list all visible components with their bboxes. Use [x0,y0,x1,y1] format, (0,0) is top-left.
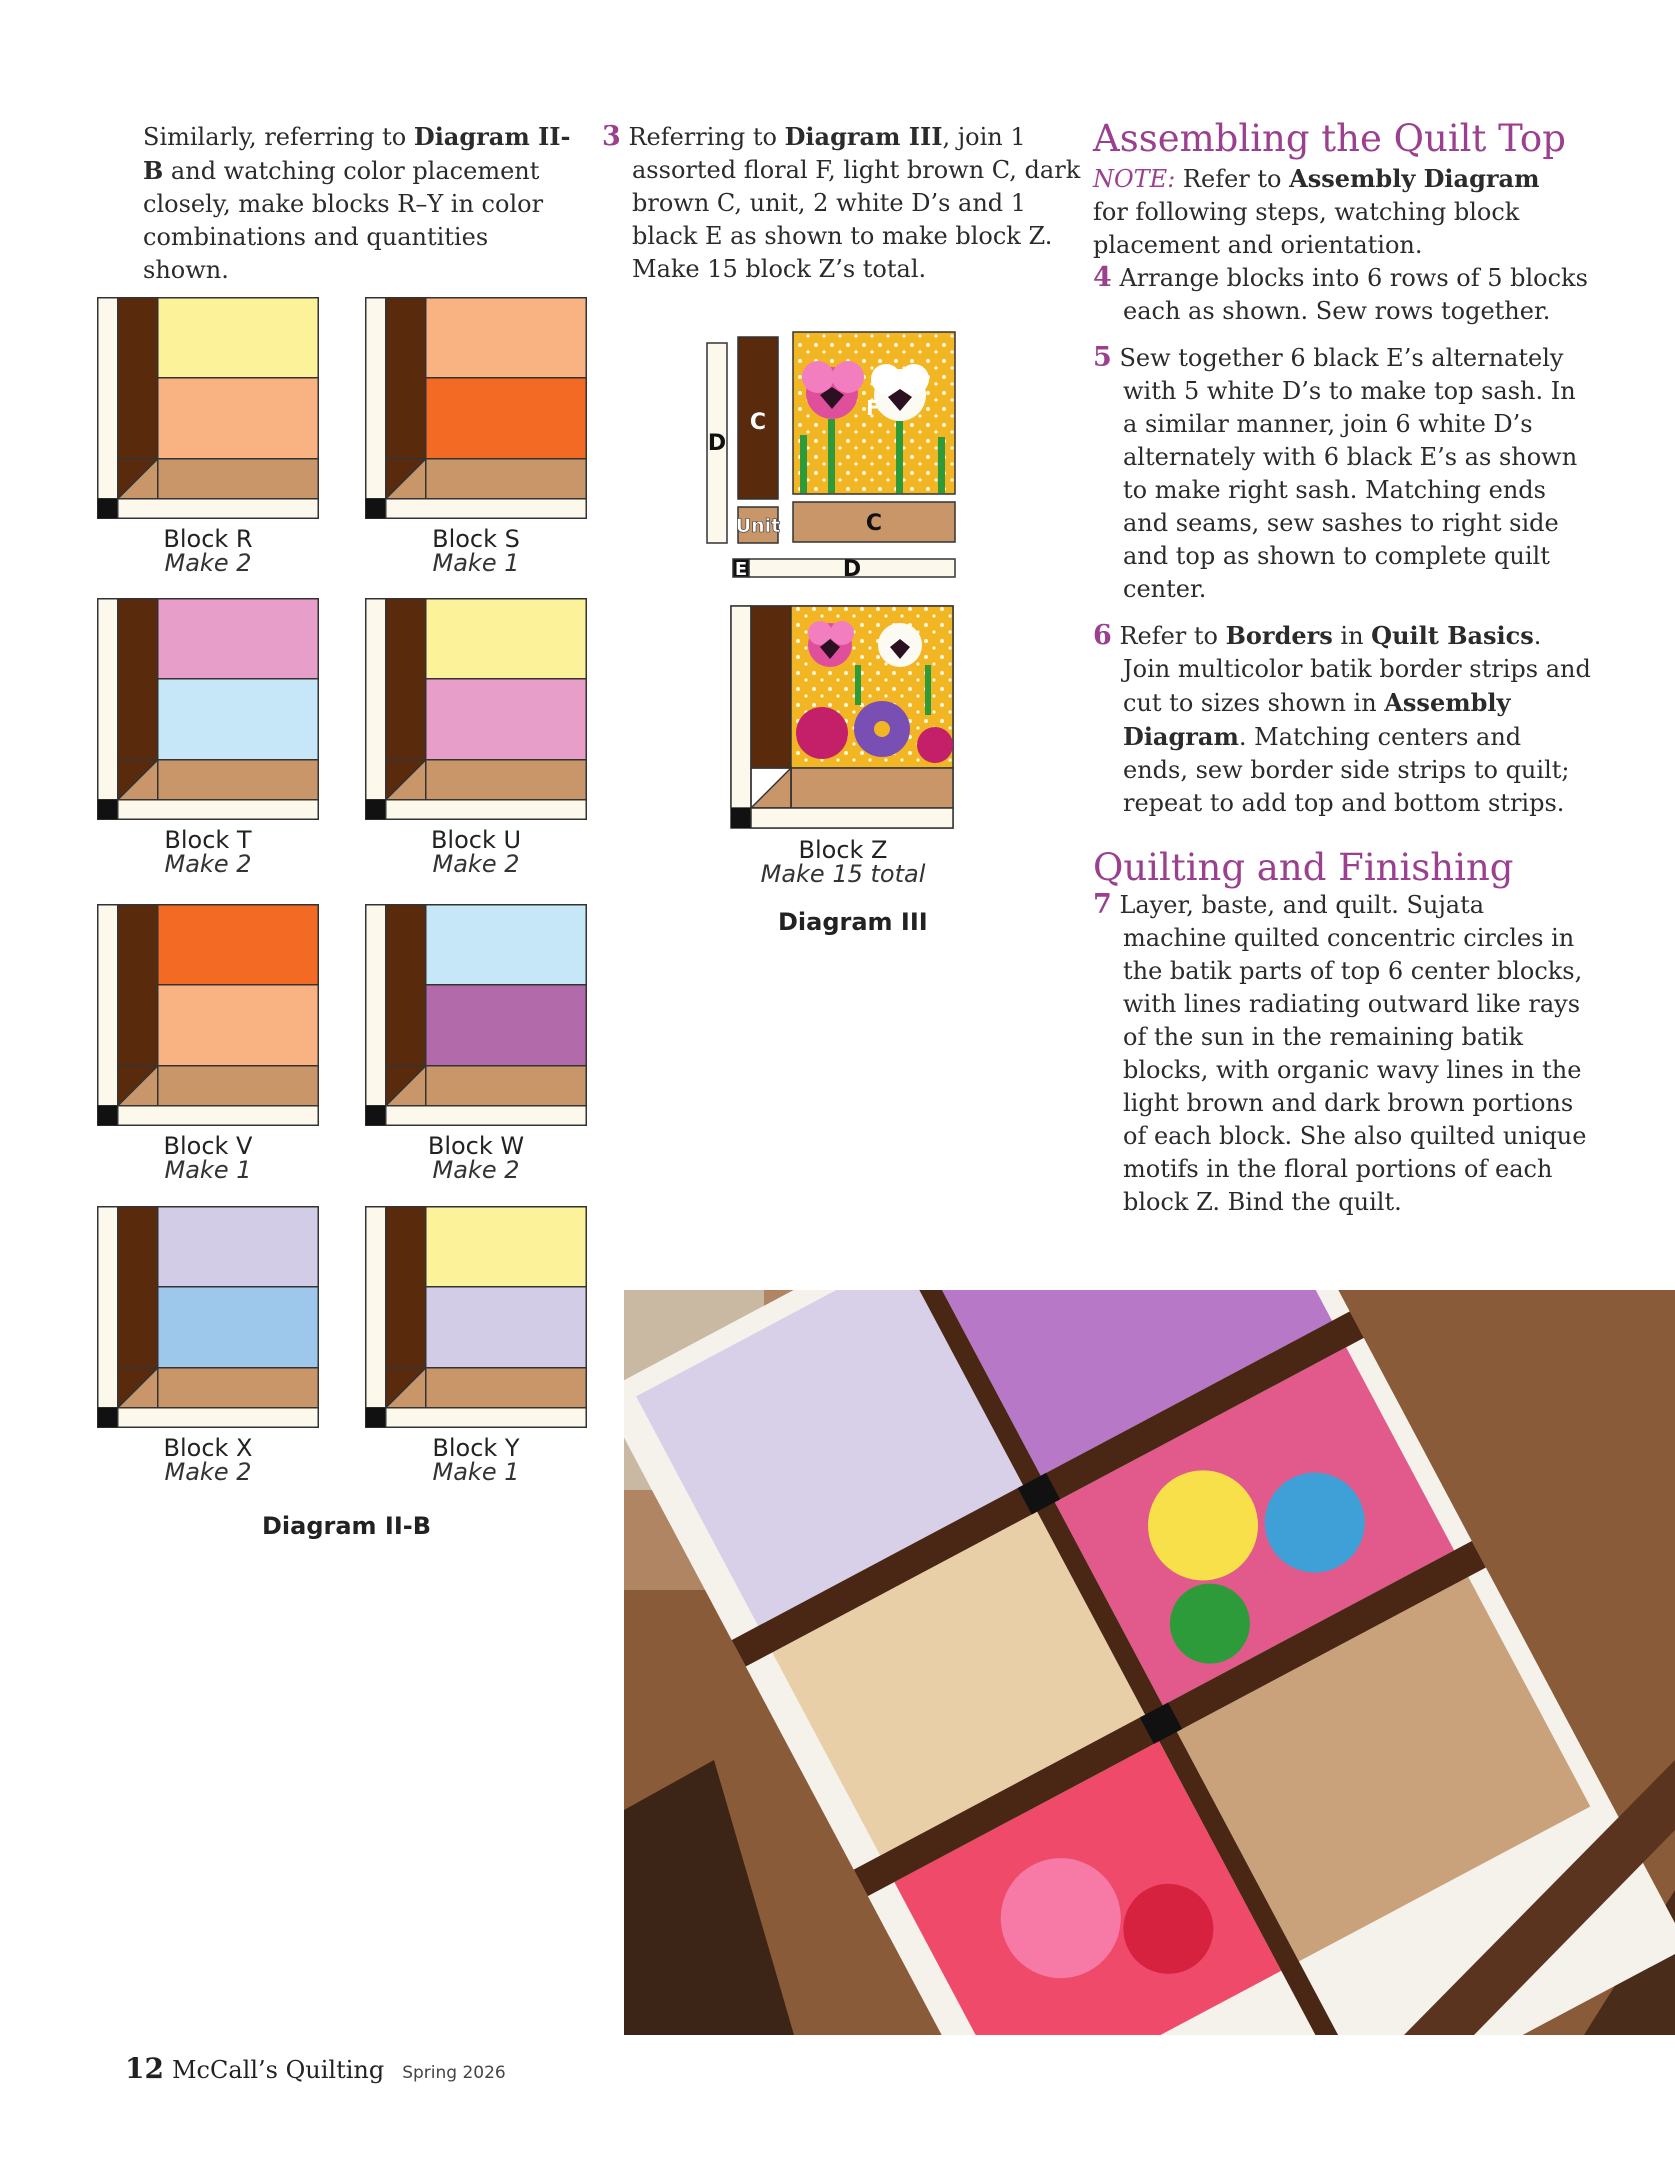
intro-text-2: and watching color placement closely, make blocks R–Y in color combinations and quantities shown. [143,157,544,284]
step-6-number: 6 [1093,620,1112,651]
quilt-block-2-graphic [365,297,587,519]
step-3 [602,120,1092,286]
quilt-block-1 [97,297,319,519]
quilt-block-6-graphic [365,904,587,1126]
step-7-text: Layer, baste, and quilt. Sujata machine quilted concentric circles in the batik parts of top 6 center blocks, with lines radiating outward like rays of the sun in the remaining batik blocks, with organic wavy lines in the light brown and dark brown portions of each block. She also quilted unique motifs in the floral portions of each block Z. Bind the quilt. [1119,891,1587,1216]
step-6-text-4: . Matching centers and ends, sew border side strips to quilt; repeat to add top and bottom strips. [1123,723,1570,817]
block-caption [97,828,319,876]
step-6-text-1: Refer to [1119,622,1226,650]
step-6-ref-basics: Quilt Basics [1371,621,1534,650]
step-4-text: Arrange blocks into 6 rows of 5 blocks each as shown. Sew rows together. [1119,264,1588,325]
block-make: Make 1 [432,1458,520,1486]
quilt-block-4 [365,598,587,820]
block-name: Block S [432,525,520,553]
block-name: Block Y [432,1434,520,1462]
block-caption [365,527,587,575]
quilt-block-7-graphic [97,1206,319,1428]
page-footer [125,2052,506,2085]
step-5-text: Sew together 6 black E’s alternately with 5 white D’s to make top sash. In a similar manner, join 6 white D’s alternately with 6 black E’s as shown to make right sash. Matching ends and seams, sew sashes to right side and top as shown to complete quilt center. [1119,344,1578,603]
block-caption [365,1134,587,1182]
diagram-2b-label: Diagram II-B [262,1512,432,1540]
step-6 [1093,619,1593,820]
quilt-block-2 [365,297,587,519]
note-text-1: Refer to [1175,165,1290,193]
issue-date: Spring 2026 [402,2063,506,2083]
step-4 [1093,261,1593,328]
step-3-text-1: Referring to [628,123,785,151]
intro-paragraph [143,120,573,287]
quilt-block-8-graphic [365,1206,587,1428]
step-3-text-2: , join 1 assorted floral F, light brown C, dark brown C, unit, 2 white D’s and 1 black E as shown to make block Z. Make 15 block Z’s total. [632,123,1081,283]
block-make: Make 2 [164,850,252,878]
step-6-text-2: in [1332,622,1372,650]
step-3-ref-diagram: Diagram III [784,122,943,151]
block-name: Block U [430,826,522,854]
step-7-number: 7 [1093,889,1112,920]
step-6-ref-assembly: Assembly Diagram [1123,688,1511,751]
block-z-name: Block Z [798,836,888,864]
block-caption [97,1436,319,1484]
note-text-2: for following steps, watching block placement and orientation. [1093,198,1520,259]
page-number: 12 [125,2052,164,2085]
block-make: Make 2 [432,850,520,878]
block-caption [97,1134,319,1182]
label-d-horizontal: D [842,557,862,582]
block-name: Block V [163,1132,253,1160]
quilt-block-1-graphic [97,297,319,519]
quilt-block-3 [97,598,319,820]
section-title-quilting: Quilting and Finishing [1093,846,1514,889]
label-d-vertical: D [707,431,727,456]
diagram-3-unit-assembly [700,325,960,585]
block-make: Make 2 [432,1156,520,1184]
step-6-ref-borders: Borders [1225,621,1333,650]
block-make: Make 2 [164,1458,252,1486]
block-name: Block X [163,1434,253,1462]
magazine-name: McCall’s Quilting [171,2056,385,2084]
block-caption [97,527,319,575]
step-6-text-3: . Join multicolor batik border strips and cut to sizes shown in [1123,622,1591,717]
block-caption [365,828,587,876]
quilt-photo [624,1290,1675,2035]
block-name: Block R [163,525,253,553]
step-5-number: 5 [1093,342,1112,373]
quilt-block-7 [97,1206,319,1428]
block-name: Block T [164,826,252,854]
quilt-block-5-graphic [97,904,319,1126]
quilt-block-4-graphic [365,598,587,820]
note-label: NOTE: [1093,165,1176,193]
step-5 [1093,341,1593,606]
diagram-3-label: Diagram III [778,908,928,936]
block-z-make: Make 15 total [760,860,926,888]
step-3-number: 3 [602,121,621,152]
assembly-note [1093,162,1563,262]
block-make: Make 2 [164,549,252,577]
intro-text-1: Similarly, referring to [143,123,414,151]
intro-ref-diagram: Diagram II-B [143,122,571,185]
note-ref-assembly: Assembly Diagram [1289,164,1540,193]
block-caption [365,1436,587,1484]
step-7 [1093,888,1593,1219]
block-z-caption [730,838,956,886]
label-e: E [734,559,748,580]
block-make: Make 1 [432,549,520,577]
section-title-assembling: Assembling the Quilt Top [1093,117,1566,160]
label-f: F [866,396,880,420]
label-unit: Unit [735,515,781,537]
label-c-dark: C [749,410,767,435]
step-4-number: 4 [1093,262,1112,293]
block-z [730,605,956,831]
quilt-block-3-graphic [97,598,319,820]
block-make: Make 1 [164,1156,252,1184]
block-name: Block W [427,1132,525,1160]
quilt-block-5 [97,904,319,1126]
quilt-block-6 [365,904,587,1126]
label-c-light: C [865,511,883,536]
quilt-block-8 [365,1206,587,1428]
